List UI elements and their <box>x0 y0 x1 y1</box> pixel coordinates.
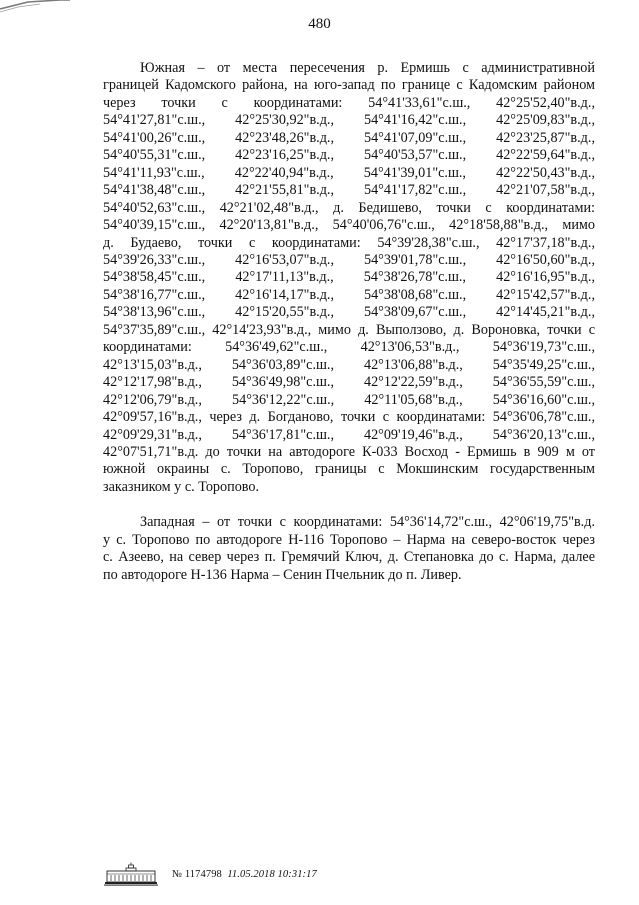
text-line: 54°41'00,26"с.ш., 42°23'48,26"в.д., 54°41'07,09"с.ш., 42°23'25,87"в.д., <box>103 129 595 146</box>
text-line: 42°12'06,79"в.д., 54°36'12,22"с.ш., 42°11'05,68"в.д., 54°36'16,60"с.ш., <box>103 391 595 408</box>
text-line: 54°38'58,45"с.ш., 42°17'11,13"в.д., 54°38'26,78"с.ш., 42°16'16,95"в.д., <box>103 269 595 286</box>
text-line: 54°38'16,77"с.ш., 42°16'14,17"в.д., 54°38'08,68"с.ш., 42°15'42,57"в.д., <box>103 286 595 303</box>
text-line: координатами: 54°36'49,62"с.ш., 42°13'06,53"в.д., 54°36'19,73"с.ш., <box>103 339 595 356</box>
text-line: 54°41'38,48"с.ш., 42°21'55,81"в.д., 54°41'17,82"с.ш., 42°21'07,58"в.д., <box>103 182 595 199</box>
text-line: заказником у с. Торопово. <box>103 478 260 495</box>
text-line: южной окраины с. Торопово, границы с Мокшинским государственным <box>103 461 595 478</box>
text-line: Западная – от точки с координатами: 54°36'14,72"с.ш., 42°06'19,75"в.д. <box>140 514 595 531</box>
text-line: д. Будаево, точки с координатами: 54°39'28,38"с.ш., 42°17'37,18"в.д., <box>103 234 595 251</box>
text-line: 54°41'27,81"с.ш., 42°25'30,92"в.д., 54°41'16,42"с.ш., 42°25'09,83"в.д., <box>103 112 595 129</box>
page-number: 480 <box>308 16 331 32</box>
text-line: Южная – от места пересечения р. Ермишь с административной <box>140 60 595 76</box>
text-line: 54°38'13,96"с.ш., 42°15'20,55"в.д., 54°38'09,67"с.ш., 42°14'45,21"в.д., <box>103 304 595 321</box>
text-line: 42°09'57,16"в.д., через д. Богданово, точки с координатами: 54°36'06,78"с.ш., <box>103 409 595 426</box>
text-line: 54°40'52,63"с.ш., 42°21'02,48"в.д., д. Бедишево, точки с координатами: <box>103 199 595 216</box>
text-line: 42°12'17,98"в.д., 54°36'49,98"с.ш., 42°12'22,59"в.д., 54°36'55,59"с.ш., <box>103 374 595 391</box>
text-line: с. Азеево, на север через п. Гремячий Ключ, д. Степановка до с. Нарма, далее <box>103 549 595 566</box>
text-line: 54°37'35,89"с.ш., 42°14'23,93"в.д., мимо д. Выползово, д. Вороновка, точки с <box>103 321 595 338</box>
registration-number: № 1174798 <box>172 869 222 880</box>
government-building-emblem-icon <box>104 862 158 886</box>
document-footer <box>104 862 317 886</box>
text-line: 42°09'29,31"в.д., 54°36'17,81"с.ш., 42°09'19,46"в.д., 54°36'20,13"с.ш., <box>103 426 595 443</box>
paragraph-western-boundary <box>103 514 595 584</box>
corner-scan-mark <box>0 0 70 16</box>
text-line: 42°13'15,03"в.д., 54°36'03,89"с.ш., 42°13'06,88"в.д., 54°35'49,25"с.ш., <box>103 356 595 373</box>
text-line: по автодороге Н-136 Нарма – Сенин Пчельник до п. Ливер. <box>103 566 462 583</box>
text-line: 54°41'11,93"с.ш., 42°22'40,94"в.д., 54°41'39,01"с.ш., 42°22'50,43"в.д., <box>103 164 595 181</box>
paragraph-southern-boundary <box>103 60 595 496</box>
text-line: 42°07'51,71"в.д. до точки на автодороге К-033 Восход - Ермишь в 909 м от <box>103 443 595 460</box>
text-line: 54°40'39,15"с.ш., 42°20'13,81"в.д., 54°40'06,76"с.ш., 42°18'58,88"в.д., мимо <box>103 217 595 234</box>
text-line: через точки с координатами: 54°41'33,61"с.ш., 42°25'52,40"в.д., <box>103 94 595 111</box>
document-body <box>103 60 595 584</box>
text-line: 54°40'55,31"с.ш., 42°23'16,25"в.д., 54°40'53,57"с.ш., 42°22'59,64"в.д., <box>103 147 595 164</box>
text-line: 54°39'26,33"с.ш., 42°16'53,07"в.д., 54°39'01,78"с.ш., 42°16'50,60"в.д., <box>103 251 595 268</box>
text-line: границей Кадомского района, на юго-запад по границе с Кадомским районом <box>103 77 595 94</box>
text-line: у с. Торопово по автодороге Н-116 Торопово – Нарма на северо-восток через <box>103 531 595 548</box>
document-registration-stamp <box>172 869 317 886</box>
registration-datetime: 11.05.2018 10:31:17 <box>227 869 317 880</box>
